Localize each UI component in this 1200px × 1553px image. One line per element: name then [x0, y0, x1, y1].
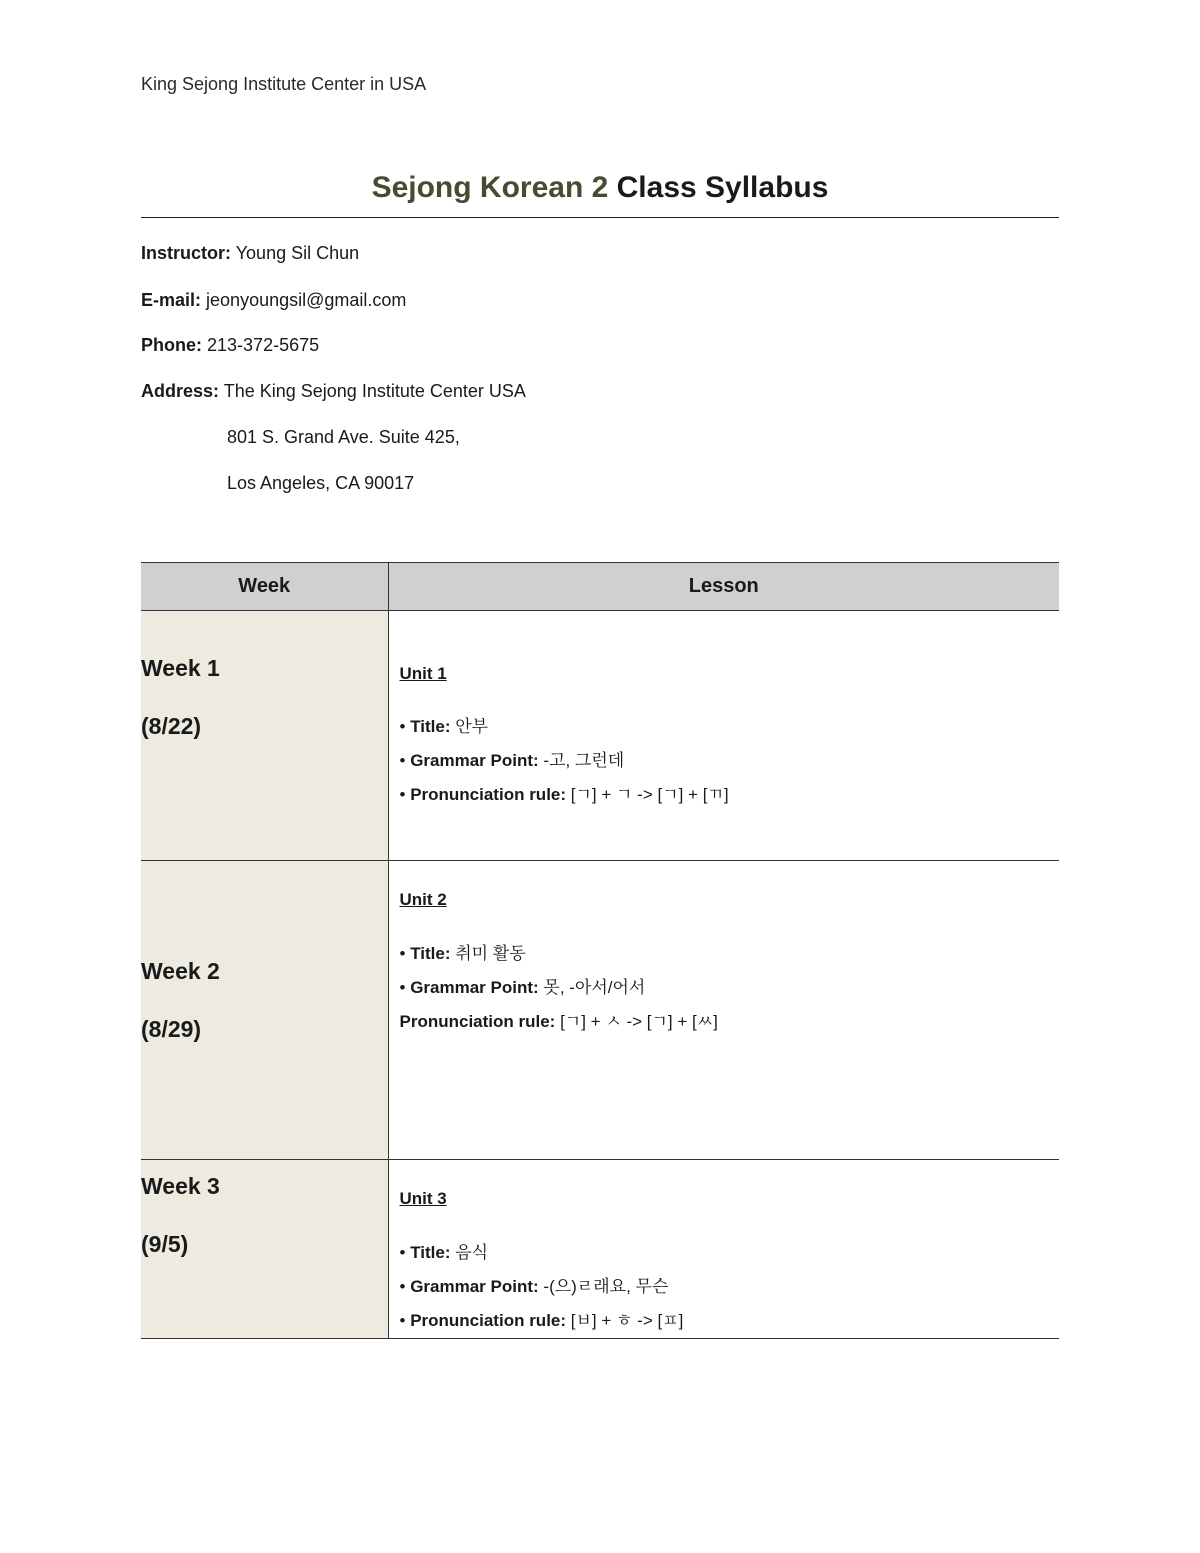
address-value: The King Sejong Institute Center USA [223, 381, 526, 401]
pronunciation-line [400, 784, 729, 806]
title-value: 취미 활동 [455, 944, 526, 963]
table-header-row [141, 563, 1059, 611]
pronunciation-label: Pronunciation rule: [410, 1311, 567, 1330]
phone-line [141, 334, 319, 356]
bullet: • [399, 785, 406, 804]
lesson-title-line [400, 716, 489, 738]
instructor-label: Instructor: [141, 243, 231, 263]
grammar-line [400, 1276, 669, 1298]
unit-heading: Unit 3 [399, 1189, 447, 1208]
week-label: Week 3 [141, 1173, 220, 1199]
week-label: Week 1 [141, 655, 220, 681]
title-value: 음식 [455, 1243, 489, 1262]
phone-value: 213-372-5675 [207, 335, 320, 355]
pronunciation-line [400, 1011, 718, 1033]
title-divider [141, 217, 1059, 218]
pronunciation-value: [ㄱ] + ㄱ -> [ㄱ] + [ㄲ] [570, 785, 729, 804]
bullet: • [399, 1311, 406, 1330]
title-value: 안부 [455, 717, 489, 736]
header-lesson: Lesson [388, 563, 1059, 611]
grammar-line [400, 750, 625, 772]
grammar-label: Grammar Point: [410, 1277, 539, 1296]
phone-label: Phone: [141, 335, 202, 355]
email-value: jeonyoungsil@gmail.com [206, 290, 407, 310]
bullet: • [399, 944, 406, 963]
lesson-cell [388, 611, 1059, 861]
week-date: (8/29) [141, 1016, 202, 1042]
bullet: • [399, 717, 406, 736]
address-line-2: 801 S. Grand Ave. Suite 425, [227, 427, 460, 447]
grammar-value: 못, -아서/어서 [543, 978, 646, 997]
title-rest: Class Syllabus [616, 171, 829, 204]
header-week: Week [141, 563, 388, 611]
address-line-3: Los Angeles, CA 90017 [227, 473, 415, 493]
table-row [141, 1160, 1059, 1339]
pronunciation-value: [ㄱ] + ㅅ -> [ㄱ] + [ㅆ] [560, 1012, 718, 1031]
bullet: • [399, 978, 406, 997]
week-label: Week 2 [141, 958, 220, 984]
grammar-value: -(으)ㄹ래요, 무슨 [543, 1277, 669, 1296]
syllabus-table [141, 562, 1059, 1339]
bullet: • [399, 751, 406, 770]
week-cell [141, 611, 388, 861]
page-title [141, 168, 1059, 208]
pronunciation-value: [ㅂ] + ㅎ -> [ㅍ] [570, 1311, 684, 1330]
email-line [141, 289, 406, 311]
title-label: Title: [410, 1243, 451, 1262]
bullet: • [399, 1277, 406, 1296]
pronunciation-label: Pronunciation rule: [399, 1012, 556, 1031]
lesson-title-line [400, 943, 526, 965]
week-date: (9/5) [141, 1231, 189, 1257]
week-date: (8/22) [141, 713, 202, 739]
week-cell [141, 861, 388, 1160]
grammar-label: Grammar Point: [410, 978, 539, 997]
address-label: Address: [141, 381, 220, 401]
pronunciation-label: Pronunciation rule: [410, 785, 567, 804]
week-cell [141, 1160, 388, 1339]
table-row [141, 861, 1059, 1160]
lesson-cell [388, 1160, 1059, 1339]
bullet: • [399, 1243, 406, 1262]
lesson-title-line [400, 1242, 489, 1264]
pronunciation-line [400, 1310, 684, 1332]
page-header: King Sejong Institute Center in USA [141, 74, 427, 94]
grammar-value: -고, 그런데 [543, 751, 625, 770]
unit-heading: Unit 1 [399, 664, 447, 683]
title-label: Title: [410, 717, 451, 736]
table-row [141, 611, 1059, 861]
lesson-cell [388, 861, 1059, 1160]
title-label: Title: [410, 944, 451, 963]
instructor-line [141, 242, 359, 264]
title-accent: Sejong Korean 2 [371, 171, 609, 204]
email-label: E-mail: [141, 290, 202, 310]
unit-heading: Unit 2 [399, 890, 447, 909]
grammar-line [400, 977, 646, 999]
instructor-name: Young Sil Chun [235, 243, 360, 263]
address-line [141, 380, 526, 402]
grammar-label: Grammar Point: [410, 751, 539, 770]
